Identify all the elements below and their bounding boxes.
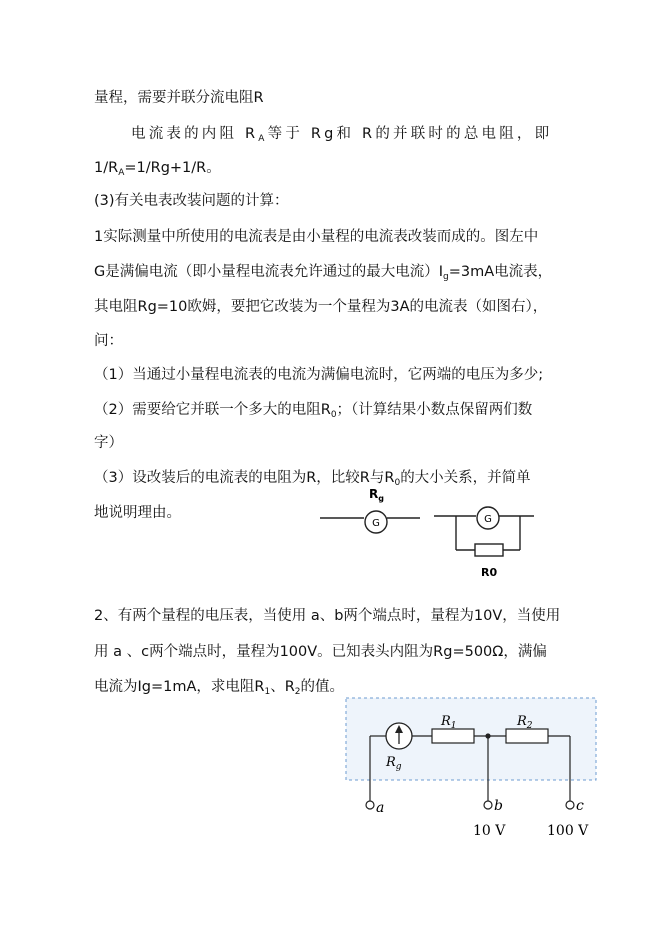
text-line-6: G是满偏电流（即小量程电流表允许通过的最大电流）$I_g=3mA$电流表， xyxy=(94,264,553,282)
terminal-a-label: a xyxy=(376,800,385,816)
galvanometer-left-label: G xyxy=(372,518,380,529)
range-100v-label: 100 V xyxy=(547,823,589,839)
text-line-16: 电流为Ig=1mA，求电阻$R_1$、$R_2$的值。 xyxy=(94,679,345,697)
text-line-4: (3)有关电表改装问题的计算： xyxy=(94,193,289,209)
text-line-10: （2）需要给它并联一个多大的电阻$R_0$；（计算结果小数点保留两们数 xyxy=(94,402,533,420)
text-line-13: 地说明理由。 xyxy=(94,505,181,521)
resistor-r1 xyxy=(432,729,474,743)
r1-label: $R_1$ xyxy=(441,714,457,731)
text-line-14: 2、有两个量程的电压表，当使用 a、b两个端点时，量程为10V，当使用 xyxy=(94,608,561,624)
galvanometer-right-label: G xyxy=(484,514,492,525)
text-line-15: 用 a 、c两个端点时，量程为100V。已知表头内阻为Rg=500Ω，满偏 xyxy=(94,644,547,660)
r2-label: $R_2$ xyxy=(517,714,533,731)
circuit-diagram-galvanometer xyxy=(320,484,560,579)
range-10v-label: 10 V xyxy=(473,823,506,839)
text-line-2: 电流表的内阻 $R_A$等于 Rg和 R的并联时的总电阻，即 xyxy=(131,126,553,144)
text-line-3: $1/R_A=1/Rg+1/R$。 xyxy=(94,160,221,178)
circuit-diagram-voltmeter xyxy=(342,694,602,844)
r0-label: R0 xyxy=(481,566,498,579)
shunt-resistor-r0 xyxy=(475,544,503,556)
terminal-a xyxy=(366,801,374,809)
terminal-b-label: b xyxy=(494,798,503,814)
terminal-b xyxy=(484,801,492,809)
text-line-1: 量程，需要并联分流电阻R xyxy=(94,90,264,106)
text-line-5: 1实际测量中所使用的电流表是由小量程的电流表改装而成的。图左中 xyxy=(94,229,539,245)
text-line-11: 字） xyxy=(94,435,123,451)
text-line-7: 其电阻Rg=10欧姆，要把它改装为一个量程为3A的电流表（如图右）， xyxy=(94,299,548,315)
rg-label: $R_g$ xyxy=(386,755,402,772)
resistor-r2 xyxy=(506,729,548,743)
text-line-12: （3）设改装后的电流表的电阻为R，比较R与$R_0$的大小关系，并简单 xyxy=(94,470,531,488)
terminal-c-label: c xyxy=(576,798,584,814)
text-line-9: （1）当通过小量程电流表的电流为满偏电流时，它两端的电压为多少; xyxy=(94,367,544,383)
text-line-8: 问： xyxy=(94,333,123,349)
rg-label: $R_g$ xyxy=(369,487,384,503)
terminal-c xyxy=(566,801,574,809)
